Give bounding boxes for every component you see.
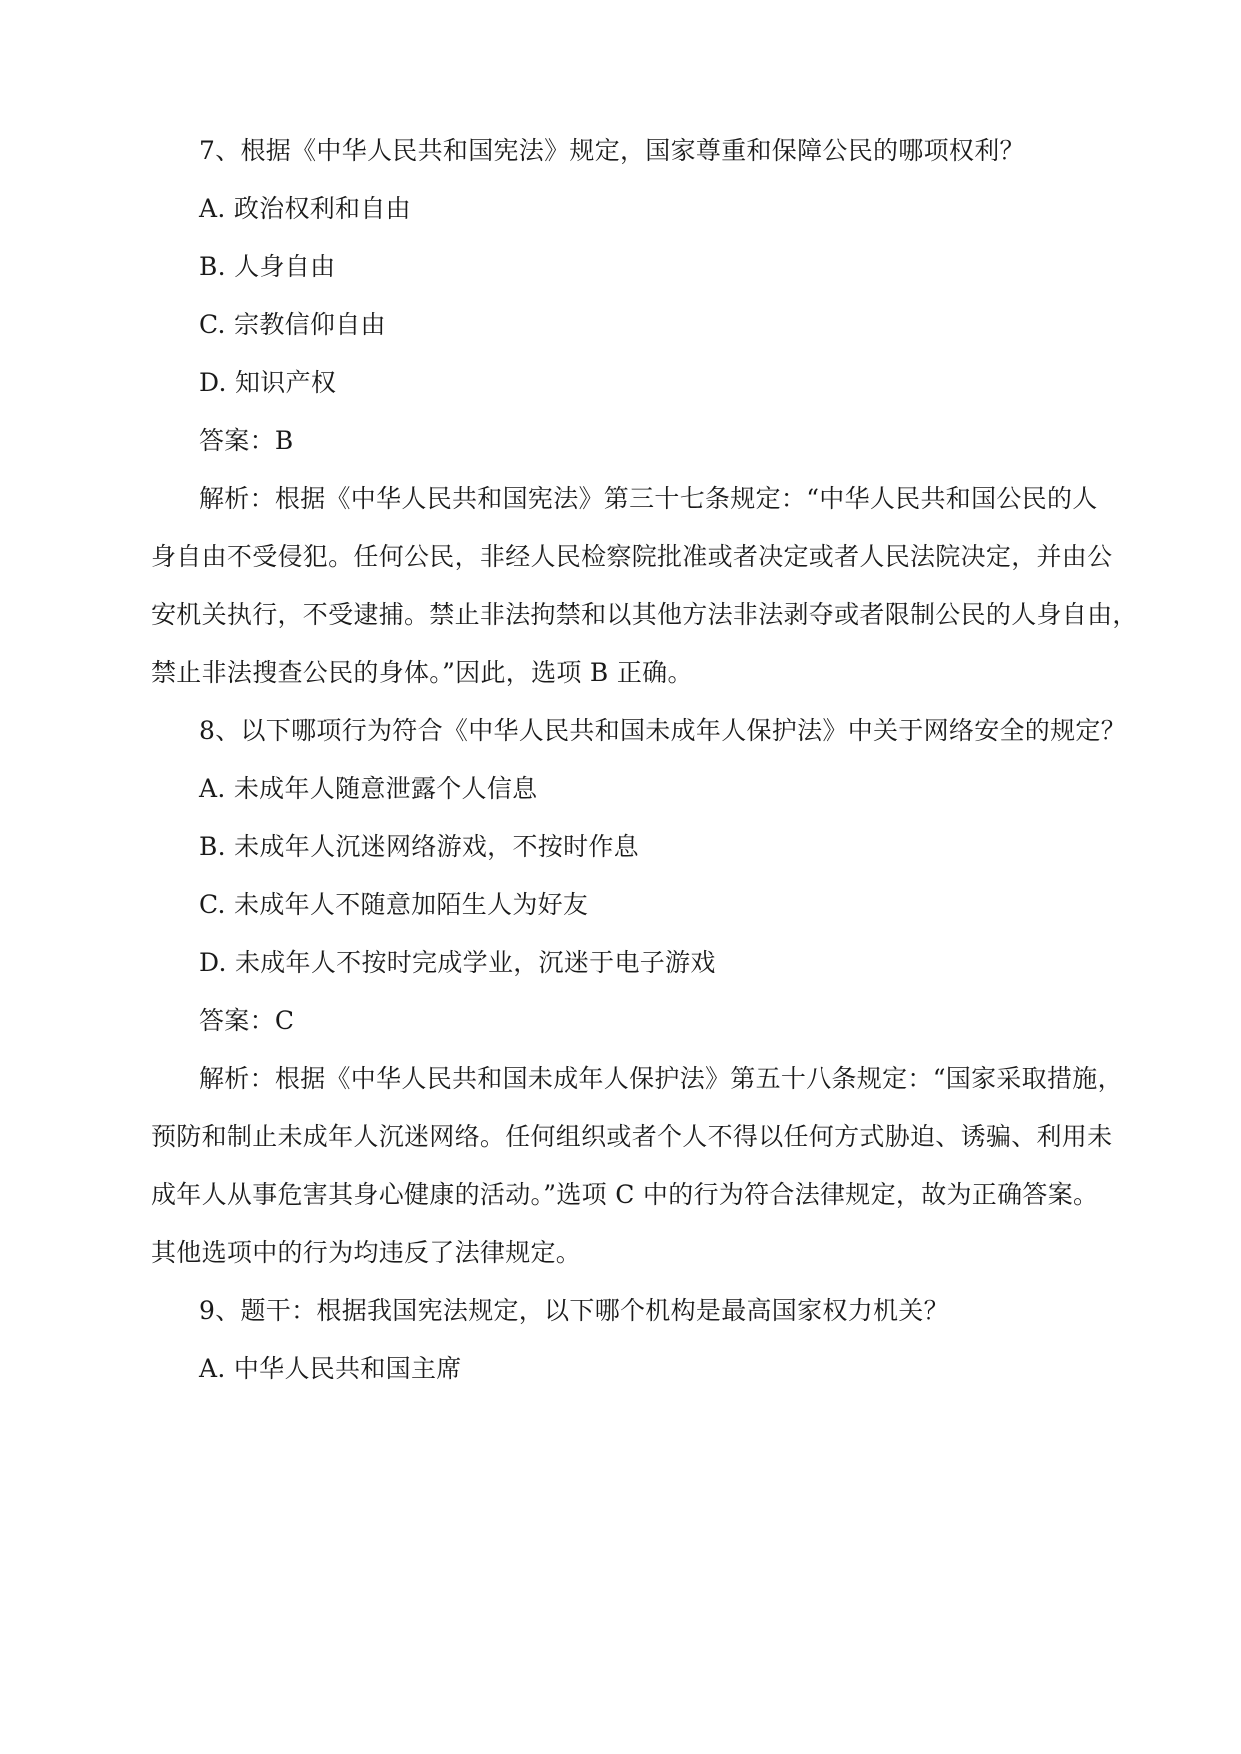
question-7-option-c: C. 宗教信仰自由 — [199, 310, 386, 339]
question-7-analysis-line-2: 身自由不受侵犯。任何公民，非经人民检察院批准或者决定或者人民法院决定，并由公 — [151, 542, 1113, 571]
question-9-option-a: A. 中华人民共和国主席 — [199, 1354, 462, 1383]
question-7-analysis-line-4: 禁止非法搜查公民的身体。”因此，选项 B 正确。 — [151, 658, 693, 687]
question-7-option-a: A. 政治权利和自由 — [199, 194, 411, 223]
question-8-option-c: C. 未成年人不随意加陌生人为好友 — [199, 890, 589, 919]
question-8-analysis-line-2: 预防和制止未成年人沉迷网络。任何组织或者个人不得以任何方式胁迫、诱骗、利用未 — [151, 1122, 1113, 1151]
question-8-analysis-line-1: 解析：根据《中华人民共和国未成年人保护法》第五十八条规定：“国家采取措施， — [199, 1064, 1123, 1093]
question-7-stem: 7、根据《中华人民共和国宪法》规定，国家尊重和保障公民的哪项权利？ — [199, 136, 1025, 165]
question-8-analysis-line-4: 其他选项中的行为均违反了法律规定。 — [151, 1238, 582, 1267]
question-9-stem: 9、题干：根据我国宪法规定，以下哪个机构是最高国家权力机关？ — [199, 1296, 949, 1325]
question-7-analysis-line-1: 解析：根据《中华人民共和国宪法》第三十七条规定：“中华人民共和国公民的人 — [199, 484, 1098, 513]
question-7-analysis-line-3: 安机关执行，不受逮捕。禁止非法拘禁和以其他方法非法剥夺或者限制公民的人身自由， — [151, 600, 1138, 629]
question-7-answer: 答案：B — [199, 426, 294, 455]
question-8-option-d: D. 未成年人不按时完成学业，沉迷于电子游戏 — [199, 948, 716, 977]
question-8-stem: 8、以下哪项行为符合《中华人民共和国未成年人保护法》中关于网络安全的规定？ — [199, 716, 1127, 745]
question-8-analysis-line-3: 成年人从事危害其身心健康的活动。”选项 C 中的行为符合法律规定，故为正确答案。 — [151, 1180, 1099, 1209]
question-8-answer: 答案：C — [199, 1006, 295, 1035]
question-7-option-b: B. 人身自由 — [199, 252, 336, 281]
question-8-option-b: B. 未成年人沉迷网络游戏，不按时作息 — [199, 832, 639, 861]
question-7-option-d: D. 知识产权 — [199, 368, 337, 397]
question-8-option-a: A. 未成年人随意泄露个人信息 — [199, 774, 538, 803]
